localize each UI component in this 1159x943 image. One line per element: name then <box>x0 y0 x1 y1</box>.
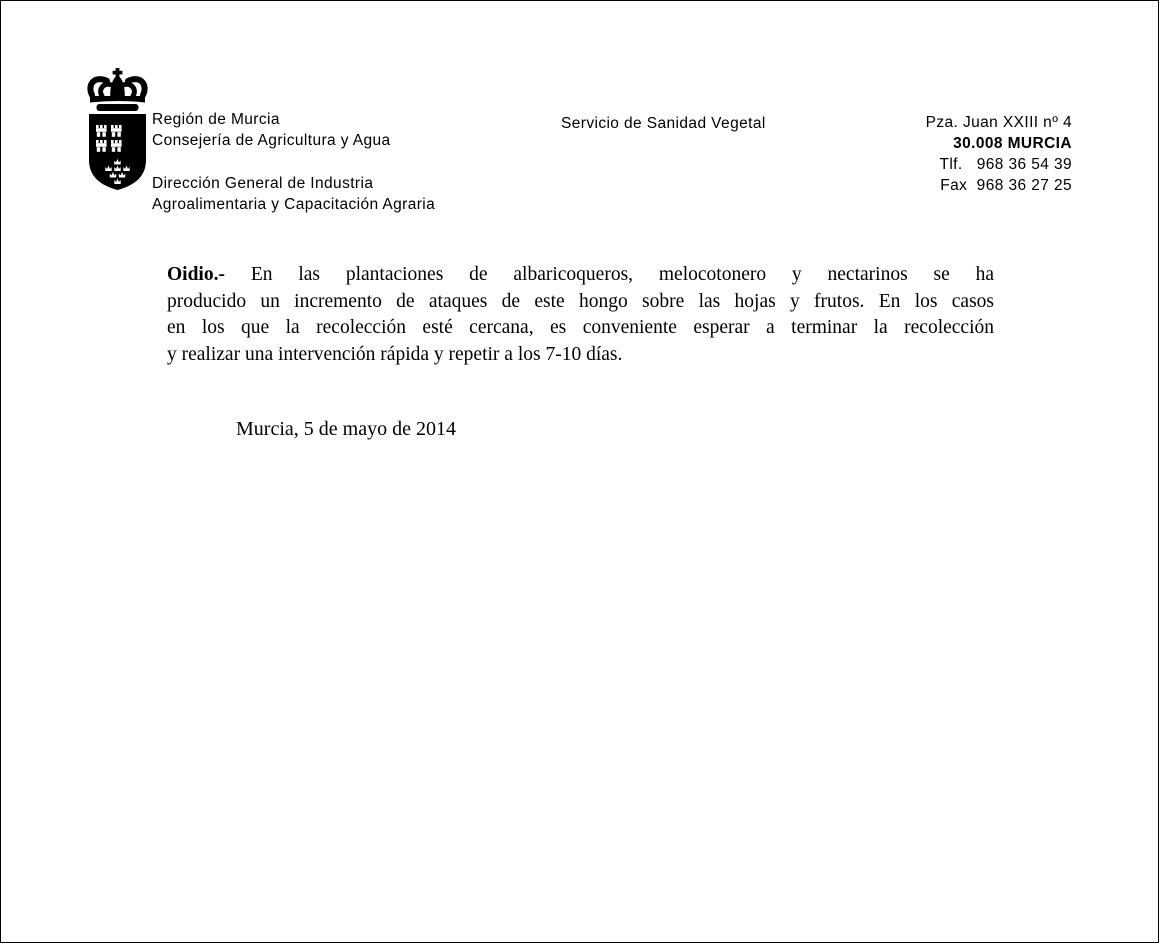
body-line-3: en los que la recolección esté cercana, es conveniente esperar a terminar la recolección <box>167 317 994 338</box>
department-block <box>152 173 435 215</box>
murcia-coat-of-arms-icon <box>86 68 149 190</box>
address-fax: Fax 968 36 27 25 <box>940 177 1072 194</box>
body-line-1-text: En las plantaciones de albaricoqueros, melocotonero y nectarinos se ha <box>250 264 994 285</box>
body-line-4: y realizar una intervención rápida y repetir a los 7-10 días. <box>167 343 623 365</box>
address-street: Pza. Juan XXIII nº 4 <box>925 114 1072 131</box>
body-line-1 <box>167 262 994 289</box>
body-paragraph <box>167 262 994 368</box>
paragraph-lead: Oidio.- <box>167 264 225 285</box>
address-phone: Tlf. 968 36 54 39 <box>939 156 1072 173</box>
service-title: Servicio de Sanidad Vegetal <box>561 115 766 132</box>
department-line-2: Agroalimentaria y Capacitación Agraria <box>152 196 436 213</box>
crown-base <box>90 96 145 111</box>
date-line: Murcia, 5 de mayo de 2014 <box>236 418 456 440</box>
org-name: Región de Murcia <box>152 111 280 128</box>
crown-icon <box>110 68 125 96</box>
department-line-1: Dirección General de Industria <box>152 175 374 192</box>
consejeria-name: Consejería de Agricultura y Agua <box>152 132 391 149</box>
body-line-2: producido un incremento de ataques de este hongo sobre las hojas y frutos. En los casos <box>167 290 994 312</box>
address-block <box>926 112 1072 196</box>
address-city: 30.008 MURCIA <box>953 135 1072 152</box>
org-block <box>152 109 391 151</box>
